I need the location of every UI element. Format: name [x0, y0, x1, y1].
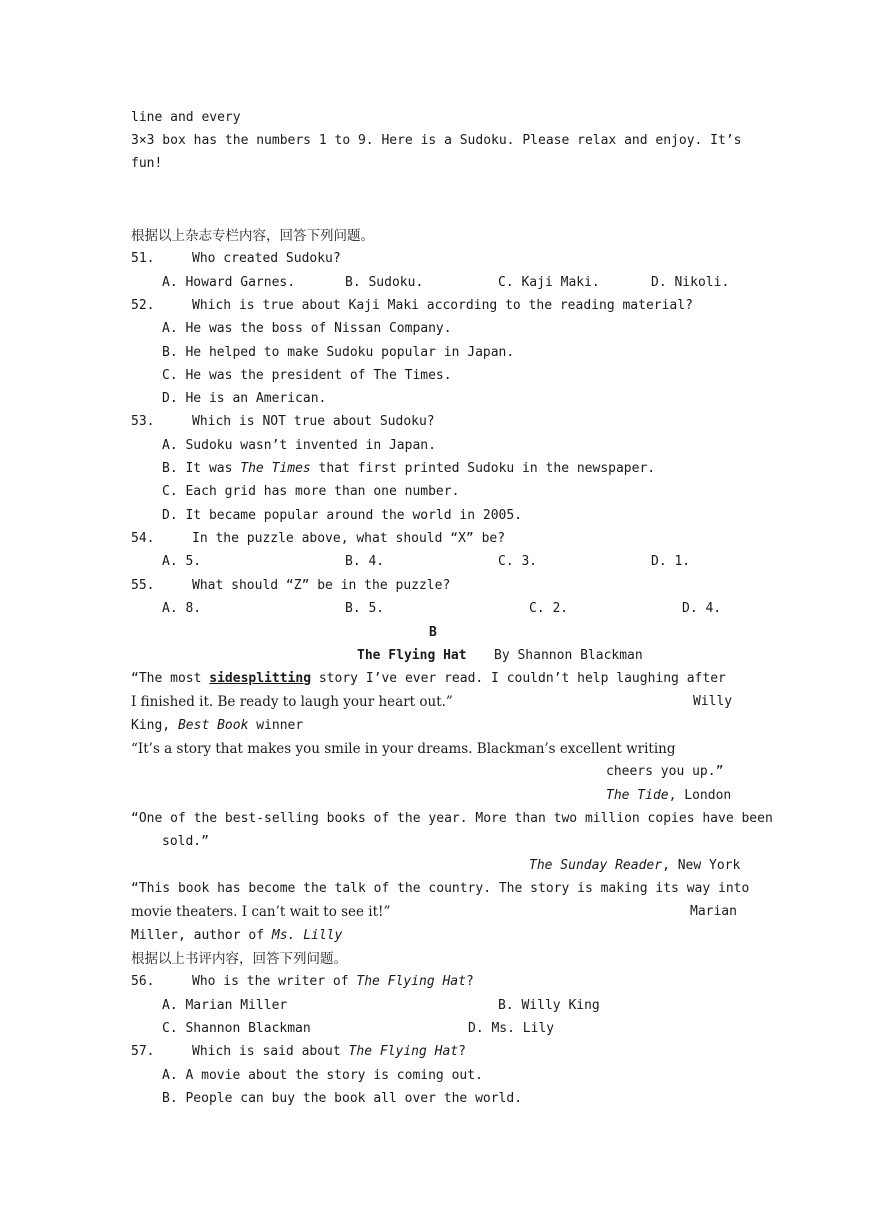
q54-option-d: D. 1. — [651, 554, 691, 569]
q54-text: In the puzzle above, what should “X” be? — [192, 531, 506, 546]
review-3-source-city: , New York — [662, 858, 741, 873]
q56-option-d: D. Ms. Lily — [468, 1021, 555, 1036]
q51-option-c: C. Kaji Maki. — [498, 275, 600, 290]
q53-text: Which is NOT true about Sudoku? — [192, 414, 435, 429]
q52-number: 52. — [131, 298, 155, 313]
review-1-post: story I’ve ever read. I couldn’t help laughing after — [311, 671, 726, 686]
q55-option-a: A. 8. — [162, 601, 202, 616]
intro-line-3: fun! — [131, 156, 163, 171]
q57-text — [192, 1044, 466, 1060]
q51-number: 51. — [131, 251, 155, 266]
q53-option-c: C. Each grid has more than one number. — [162, 484, 460, 499]
book-byline: By Shannon Blackman — [494, 648, 643, 663]
review-1-keyword: sidesplitting — [209, 671, 312, 686]
review-2-line-1: “It’s a story that makes you smile in your dreams. Blackman’s excellent writing — [131, 741, 676, 757]
review-1-line-1 — [131, 671, 726, 687]
q52-option-b: B. He helped to make Sudoku popular in Japan. — [162, 345, 515, 360]
section-b-letter: B — [429, 625, 437, 640]
review-2-source-name: The Tide — [606, 788, 669, 803]
review-4-attribution — [131, 928, 342, 944]
review-4-author-last: Miller, author of — [131, 928, 272, 943]
review-1-author-last: King, — [131, 718, 178, 733]
review-1-author-first: Willy — [693, 694, 733, 709]
q56-text-post: ? — [465, 974, 474, 989]
q55-option-d: D. 4. — [682, 601, 722, 616]
book-title: The Flying Hat — [357, 648, 467, 663]
q52-option-c: C. He was the president of The Times. — [162, 368, 452, 383]
q55-option-b: B. 5. — [345, 601, 385, 616]
q54-option-b: B. 4. — [345, 554, 385, 569]
q56-text — [192, 974, 474, 990]
q53-option-b — [162, 461, 655, 477]
q56-number: 56. — [131, 974, 155, 989]
q55-number: 55. — [131, 578, 155, 593]
q54-option-a: A. 5. — [162, 554, 202, 569]
review-1-pre: “The most — [131, 671, 210, 686]
q55-text: What should “Z” be in the puzzle? — [192, 578, 451, 593]
q57-option-b: B. People can buy the book all over the world. — [162, 1091, 523, 1106]
q56-option-c: C. Shannon Blackman — [162, 1021, 311, 1036]
q54-option-c: C. 3. — [498, 554, 538, 569]
q51-option-a: A. Howard Garnes. — [162, 275, 296, 290]
intro-line-1: line and every — [131, 110, 241, 125]
intro-line-2: 3×3 box has the numbers 1 to 9. Here is a Sudoku. Please relax and enjoy. It’s — [131, 133, 742, 148]
q56-option-a: A. Marian Miller — [162, 998, 288, 1013]
review-1-award: Best Book — [177, 718, 249, 733]
section-a-instruction: 根据以上杂志专栏内容，回答下列问题。 — [131, 228, 374, 244]
review-3-line-1: “One of the best-selling books of the year. More than two million copies have been — [131, 811, 773, 826]
section-b-instruction: 根据以上书评内容，回答下列问题。 — [131, 951, 347, 967]
q53-option-b-post: that first printed Sudoku in the newspaper. — [310, 461, 656, 476]
q57-text-title: The Flying Hat — [348, 1044, 459, 1059]
review-1-attribution — [131, 718, 303, 734]
q57-text-pre: Which is said about — [192, 1044, 349, 1059]
q53-option-b-newspaper: The Times — [240, 461, 311, 476]
review-2-source — [606, 788, 731, 804]
q52-option-d: D. He is an American. — [162, 391, 327, 406]
q51-text: Who created Sudoku? — [192, 251, 341, 266]
q51-option-d: D. Nikoli. — [651, 275, 730, 290]
review-2-source-city: , London — [668, 788, 732, 803]
review-4-line-1: “This book has become the talk of the country. The story is making its way into — [131, 881, 750, 896]
q51-option-b: B. Sudoku. — [345, 275, 424, 290]
q53-option-b-pre: B. It was — [162, 461, 241, 476]
q57-number: 57. — [131, 1044, 155, 1059]
review-3-source — [529, 858, 740, 874]
review-2-line-2: cheers you up.” — [606, 764, 724, 779]
q52-option-a: A. He was the boss of Nissan Company. — [162, 321, 452, 336]
q53-option-d: D. It became popular around the world in 2005. — [162, 508, 523, 523]
review-1-award-post: winner — [248, 718, 304, 733]
review-3-source-name: The Sunday Reader — [529, 858, 663, 873]
q56-text-pre: Who is the writer of — [192, 974, 357, 989]
q54-number: 54. — [131, 531, 155, 546]
review-3-line-2: sold.” — [162, 834, 209, 849]
q57-option-a: A. A movie about the story is coming out. — [162, 1068, 483, 1083]
q56-text-title: The Flying Hat — [356, 974, 466, 989]
review-4-author-first: Marian — [690, 904, 737, 919]
q57-text-post: ? — [458, 1044, 466, 1059]
q52-text: Which is true about Kaji Maki according to the reading material? — [192, 298, 693, 313]
review-4-book: Ms. Lilly — [271, 928, 343, 943]
q55-option-c: C. 2. — [529, 601, 569, 616]
q53-number: 53. — [131, 414, 155, 429]
review-4-line-2: movie theaters. I can’t wait to see it!” — [131, 904, 391, 920]
q53-option-a: A. Sudoku wasn’t invented in Japan. — [162, 438, 436, 453]
review-1-line-2: I finished it. Be ready to laugh your heart out.” — [131, 694, 453, 710]
q56-option-b: B. Willy King — [498, 998, 600, 1013]
